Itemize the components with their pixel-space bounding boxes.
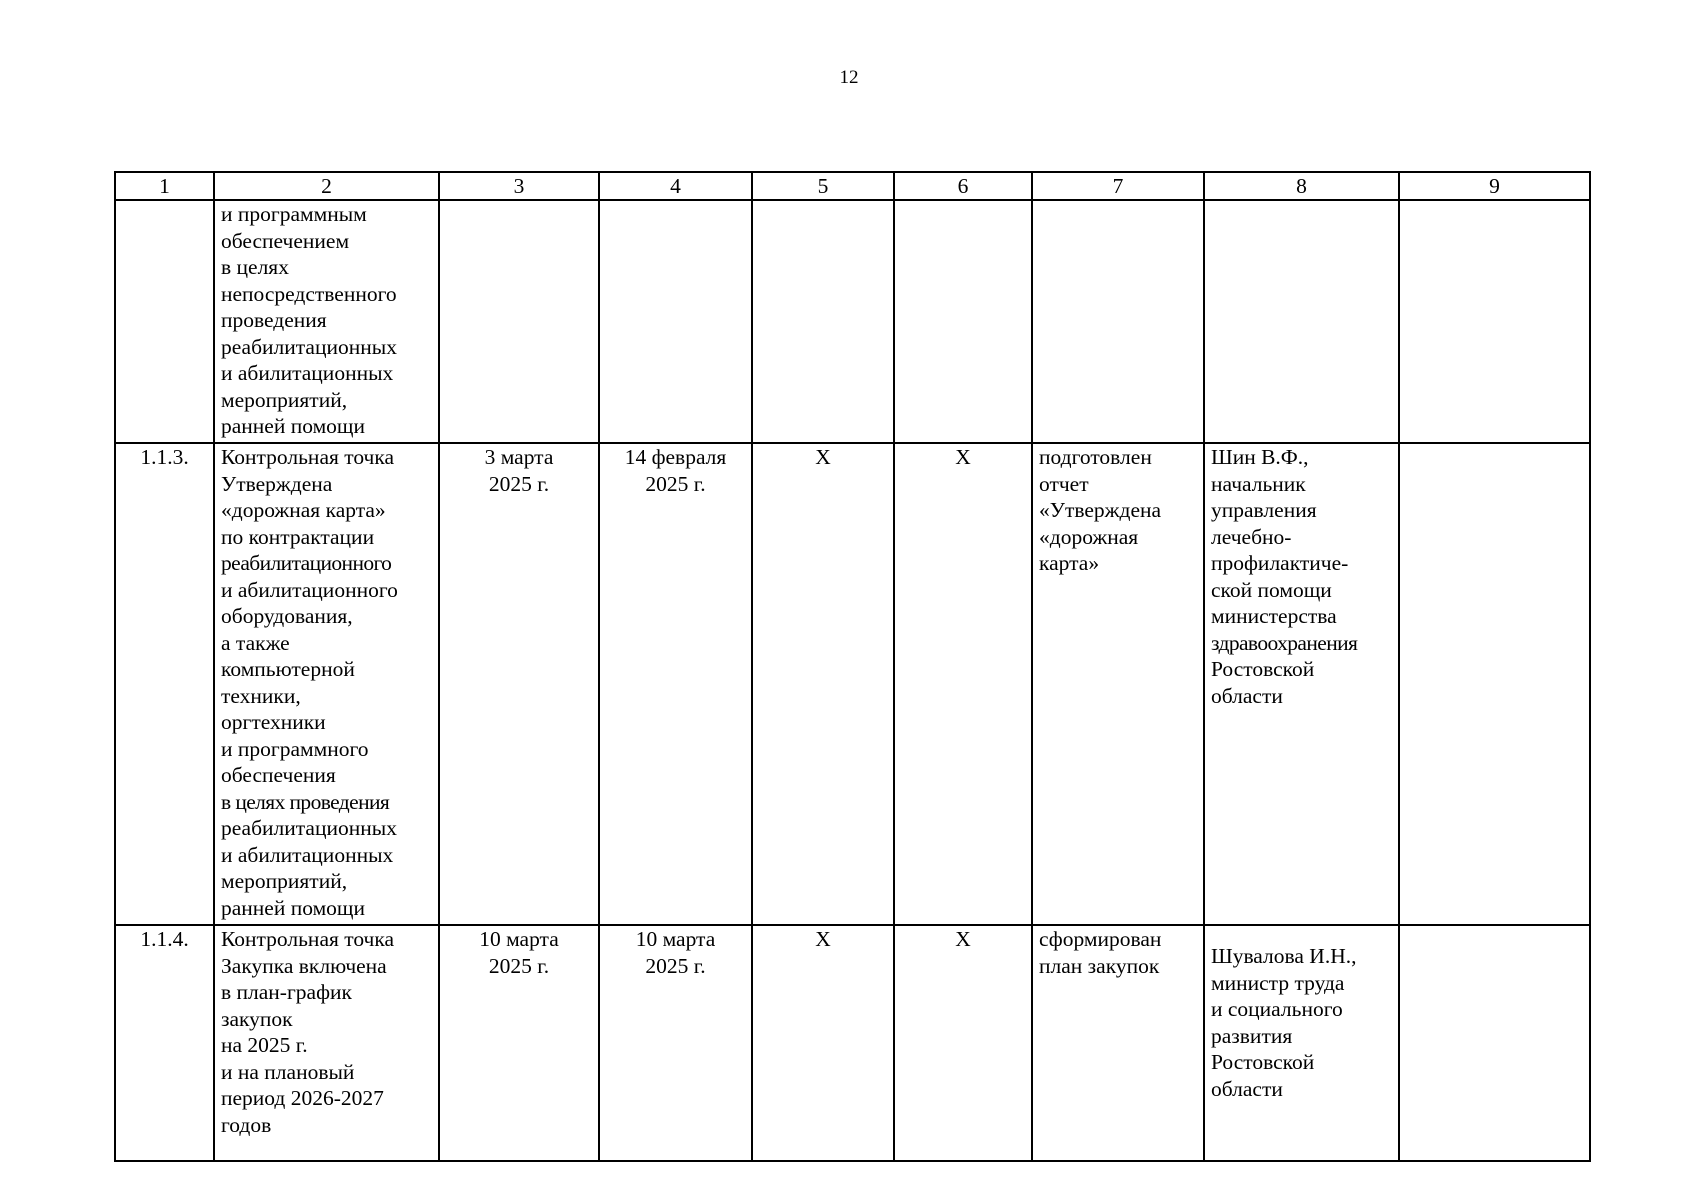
- table-row: [115, 925, 1590, 1161]
- event-name-line: реабилитационного: [221, 551, 392, 575]
- event-name-line: обеспечением: [221, 228, 350, 253]
- col-9-cell: [1399, 925, 1590, 1161]
- col-9-header: 9: [1399, 172, 1590, 200]
- event-name-line: годов: [221, 1112, 272, 1137]
- responsible-line: Ростовской: [1211, 657, 1315, 681]
- start-date-cell: [439, 443, 599, 925]
- col-2-header: 2: [214, 172, 439, 200]
- end-date-line: 14 февраля: [624, 445, 727, 469]
- col-3-header: 3: [439, 172, 599, 200]
- responsible-cell: [1204, 200, 1399, 443]
- responsible-line: лечебно-: [1211, 524, 1292, 549]
- start-date-cell: [439, 925, 599, 1161]
- event-name-line: закупок: [221, 1006, 293, 1031]
- result-cell: [1032, 200, 1204, 443]
- col-9-cell: [1399, 443, 1590, 925]
- responsible-cell: [1204, 925, 1399, 1161]
- event-name-line: реабилитационных: [221, 334, 397, 359]
- event-name-line: техники,: [221, 683, 301, 708]
- result-line: отчет: [1039, 471, 1089, 496]
- event-name-line: и абилитационного: [221, 577, 398, 602]
- event-name-line: а также: [221, 630, 290, 655]
- event-name-line: и абилитационных: [221, 842, 394, 867]
- start-date-line: 10 марта: [479, 927, 559, 951]
- table-row: [115, 200, 1590, 443]
- col-5-header: 5: [752, 172, 894, 200]
- col-9-cell: [1399, 200, 1590, 443]
- event-name-line: непосредственного: [221, 281, 397, 306]
- event-name-line: на 2025 г.: [221, 1033, 308, 1057]
- start-date-line: 2025 г.: [488, 953, 550, 978]
- event-name-line: мероприятий,: [221, 387, 348, 412]
- result-line: подготовлен: [1039, 445, 1152, 469]
- end-date-line: 10 марта: [635, 927, 716, 951]
- event-name-line: по контрактации: [221, 524, 375, 549]
- event-name-line: мероприятий,: [221, 869, 348, 893]
- start-date-line: 3 марта: [484, 445, 554, 469]
- responsible-line: здравоохранения: [1211, 630, 1358, 655]
- event-name-line: и на плановый: [221, 1059, 355, 1084]
- responsible-line: министр труда: [1211, 970, 1345, 995]
- row-number-cell: 1.1.3.: [115, 443, 214, 925]
- col-6-header: 6: [894, 172, 1032, 200]
- responsible-line: министерства: [1211, 604, 1337, 628]
- event-name-line: Закупка включена: [221, 953, 387, 978]
- event-name-line: оргтехники: [221, 710, 326, 734]
- event-name-line: период 2026-2027: [221, 1086, 384, 1110]
- result-line: карта»: [1039, 551, 1100, 575]
- row-number-cell: 1.1.4.: [115, 925, 214, 1161]
- table-row: [115, 443, 1590, 925]
- event-name-line: ранней помощи: [221, 414, 365, 438]
- responsible-line: Шувалова И.Н.,: [1211, 944, 1357, 968]
- event-name-line: в целях проведения: [221, 789, 390, 814]
- responsible-cell: [1204, 443, 1399, 925]
- event-name-line: Утверждена: [221, 471, 333, 496]
- responsible-line: и социального: [1211, 997, 1343, 1021]
- event-name-cell: [214, 925, 439, 1161]
- col-5-cell: X: [752, 925, 894, 1161]
- event-name-line: проведения: [221, 308, 327, 332]
- event-name-line: оборудования,: [221, 604, 353, 628]
- event-name-cell: [214, 200, 439, 443]
- start-date-cell: [439, 200, 599, 443]
- column-number-row: [115, 172, 1590, 200]
- event-name-line: Контрольная точка: [221, 927, 395, 951]
- event-name-line: и программным: [221, 202, 367, 226]
- event-name-line: реабилитационных: [221, 816, 397, 840]
- col-4-header: 4: [599, 172, 752, 200]
- result-line: «дорожная: [1039, 524, 1139, 549]
- col-6-cell: X: [894, 925, 1032, 1161]
- end-date-cell: [599, 443, 752, 925]
- event-name-line: и программного: [221, 736, 369, 761]
- end-date-cell: [599, 200, 752, 443]
- result-line: сформирован: [1039, 927, 1162, 951]
- responsible-line: Шин В.Ф.,: [1211, 445, 1309, 469]
- col-8-header: 8: [1204, 172, 1399, 200]
- responsible-line: области: [1211, 683, 1283, 708]
- responsible-line: управления: [1211, 498, 1317, 522]
- event-name-line: компьютерной: [221, 657, 355, 681]
- result-cell: [1032, 925, 1204, 1161]
- event-name-line: в целях: [221, 255, 289, 279]
- col-5-cell: X: [752, 443, 894, 925]
- responsible-line: Ростовской: [1211, 1050, 1315, 1074]
- end-date-line: 2025 г.: [645, 471, 706, 496]
- plan-table: [114, 171, 1591, 1162]
- end-date-line: 2025 г.: [645, 953, 706, 978]
- event-name-line: Контрольная точка: [221, 445, 395, 469]
- event-name-line: обеспечения: [221, 763, 336, 787]
- responsible-line: ской помощи: [1211, 577, 1332, 602]
- result-cell: [1032, 443, 1204, 925]
- event-name-cell: [214, 443, 439, 925]
- event-name-line: ранней помощи: [221, 895, 365, 920]
- event-name-line: в план-график: [221, 980, 352, 1004]
- result-line: план закупок: [1039, 953, 1160, 978]
- responsible-line: области: [1211, 1076, 1283, 1101]
- col-6-cell: X: [894, 443, 1032, 925]
- col-5-cell: [752, 200, 894, 443]
- col-1-header: 1: [115, 172, 214, 200]
- event-name-line: и абилитационных: [221, 361, 394, 385]
- start-date-line: 2025 г.: [488, 471, 550, 496]
- responsible-line: профилактиче-: [1211, 551, 1349, 575]
- col-6-cell: [894, 200, 1032, 443]
- row-number-cell: [115, 200, 214, 443]
- responsible-line: развития: [1211, 1023, 1293, 1048]
- event-name-line: «дорожная карта»: [221, 498, 386, 522]
- col-7-header: 7: [1032, 172, 1204, 200]
- page-number: 12: [839, 67, 859, 88]
- result-line: «Утверждена: [1039, 498, 1162, 522]
- responsible-line: начальник: [1211, 471, 1306, 496]
- end-date-cell: [599, 925, 752, 1161]
